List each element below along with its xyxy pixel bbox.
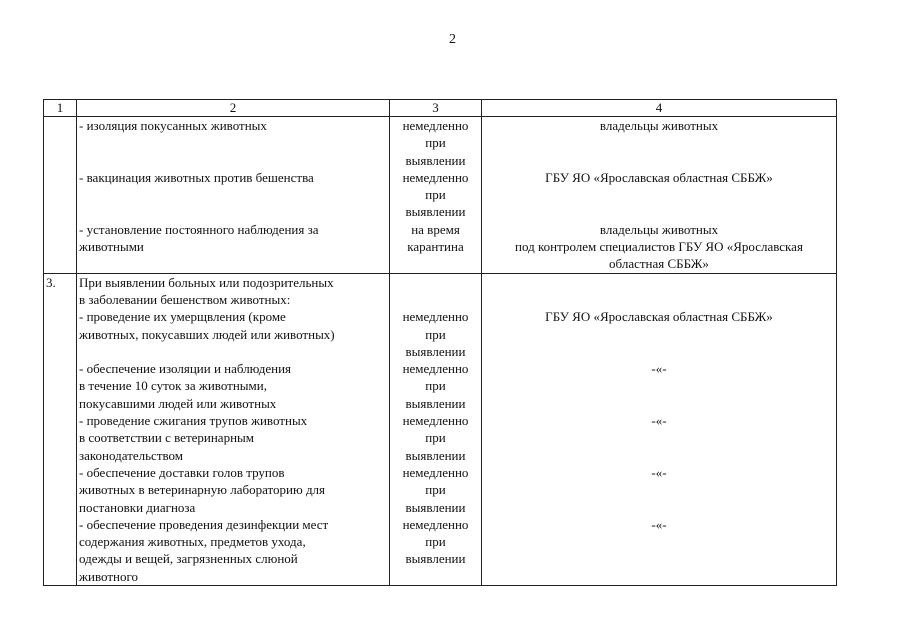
- action-line: животных в ветеринарную лабораторию для: [79, 482, 326, 498]
- timing-line: немедленно: [402, 361, 469, 377]
- timing-line: при: [425, 482, 446, 498]
- timing-line: на время: [411, 221, 460, 237]
- responsible-line: ГБУ ЯО «Ярославская областная СББЖ»: [545, 309, 773, 325]
- responsible-line: -«-: [651, 413, 667, 429]
- timing-line: немедленно: [402, 516, 469, 532]
- timing-line: выявлении: [405, 499, 466, 515]
- timing-line: выявлении: [405, 395, 466, 411]
- timing-line: немедленно: [402, 413, 469, 429]
- header-col-3: 3: [390, 100, 482, 117]
- timing-line: при: [425, 378, 446, 394]
- action-line: законодательством: [79, 447, 184, 463]
- timing-line: немедленно: [402, 118, 469, 133]
- timing-line: выявлении: [405, 152, 466, 168]
- timing-line: выявлении: [405, 447, 466, 463]
- action-line: - обеспечение доставки голов трупов: [79, 464, 285, 480]
- responsible-line: владельцы животных: [599, 221, 719, 237]
- action-line: - вакцинация животных против бешенства: [79, 169, 314, 185]
- responsible-line: -«-: [651, 516, 667, 532]
- timing-line: при: [425, 187, 446, 203]
- timing-line: выявлении: [405, 343, 466, 359]
- action-line: животными: [79, 239, 144, 255]
- action-line: животного: [79, 568, 138, 584]
- action-line: - проведение сжигания трупов животных: [79, 413, 308, 429]
- responsible-line: -«-: [651, 361, 667, 377]
- action-line: При выявлении больных или подозрительных: [79, 274, 334, 290]
- header-col-1: 1: [44, 100, 77, 117]
- action-line: одежды и вещей, загрязненных слюной: [79, 551, 298, 567]
- action-line: постановки диагноза: [79, 499, 196, 515]
- responsible-cell: [482, 117, 837, 274]
- responsible-line: областная СББЖ»: [609, 256, 709, 272]
- action-line: - установление постоянного наблюдения за: [79, 221, 319, 237]
- timing-line: немедленно: [402, 464, 469, 480]
- actions-cell: [77, 273, 390, 585]
- action-line: в течение 10 суток за животными,: [79, 378, 267, 394]
- actions-cell: [77, 117, 390, 274]
- action-line: - обеспечение проведения дезинфекции мест: [79, 516, 329, 532]
- responsible-line: -«-: [651, 464, 667, 480]
- timing-line: немедленно: [402, 309, 469, 325]
- action-line: покусавшими людей или животных: [79, 395, 277, 411]
- header-col-4: 4: [482, 100, 837, 117]
- table-row: [44, 117, 837, 274]
- action-line: в соответствии с ветеринарным: [79, 430, 254, 446]
- timing-line: при: [425, 430, 446, 446]
- timing-line: выявлении: [405, 551, 466, 567]
- table-header-row: [44, 100, 837, 117]
- row-number: 3.: [44, 273, 77, 585]
- action-line: в заболевании бешенством животных:: [79, 291, 291, 307]
- action-line: - обеспечение изоляции и наблюдения: [79, 361, 292, 377]
- action-line: - изоляция покусанных животных: [79, 118, 267, 133]
- timing-cell: [390, 117, 482, 274]
- timing-cell: [390, 273, 482, 585]
- action-line: содержания животных, предметов ухода,: [79, 534, 306, 550]
- timing-line: при: [425, 534, 446, 550]
- responsible-line: ГБУ ЯО «Ярославская областная СББЖ»: [545, 169, 773, 185]
- table-row: [44, 273, 837, 585]
- timing-line: немедленно: [402, 169, 469, 185]
- timing-line: выявлении: [405, 204, 466, 220]
- page-number: 2: [449, 32, 456, 47]
- responsible-cell: [482, 273, 837, 585]
- action-line: животных, покусавших людей или животных): [79, 326, 335, 342]
- timing-line: при: [425, 326, 446, 342]
- timing-line: при: [425, 135, 446, 151]
- row-number: [44, 117, 77, 274]
- measures-table: [43, 99, 837, 586]
- responsible-line: владельцы животных: [599, 118, 719, 133]
- responsible-line: под контролем специалистов ГБУ ЯО «Ярославская: [515, 239, 803, 255]
- header-col-2: 2: [77, 100, 390, 117]
- action-line: - проведение их умерщвления (кроме: [79, 309, 286, 325]
- timing-line: карантина: [407, 239, 464, 255]
